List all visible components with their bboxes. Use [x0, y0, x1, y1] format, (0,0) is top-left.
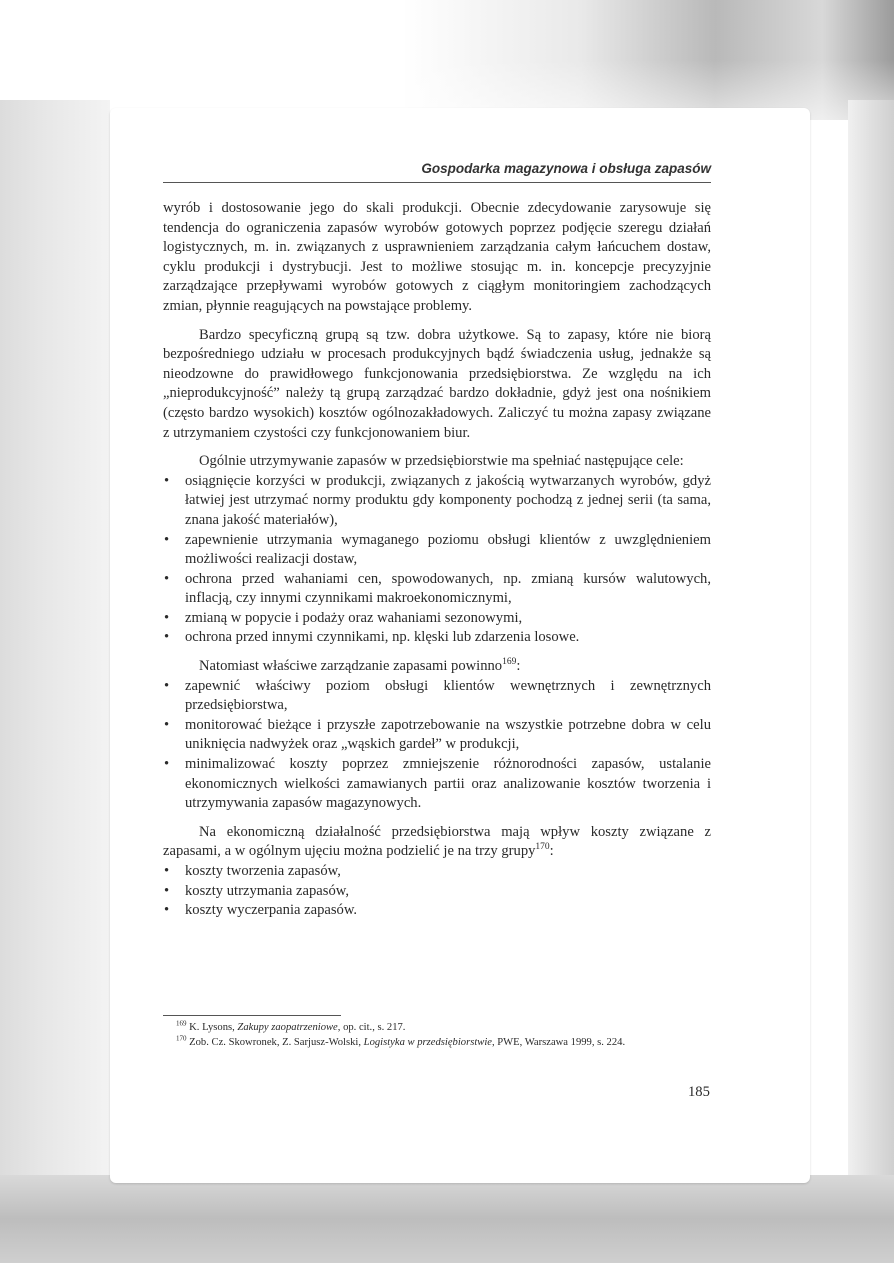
list-item: • osiągnięcie korzyści w produkcji, związanych z jakością wytwarzanych wyrobów, gdyż łatwiej jest utrzymać normy produktu gdy komponenty pochodzą z jednej serii (ta sama, znana jakość materiałów),: [164, 472, 711, 528]
paragraph-2: Bardzo specyficzną grupą są tzw. dobra użytkowe. Są to zapasy, które nie biorą bezpośredniego udziału w procesach produkcyjnych bądź świadczenia usług, jednakże są nieodzowne do prawidłowego funkcjonowania przedsiębiorstwa. Ze względu na ich „nieprodukcyjność” należy tą grupą zarządzać bardzo dokładnie, gdyż jest ona nośnikiem (często bardzo wysokich) kosztów ogólnozakładowych. Zaliczyć tu można zapasy związane z utrzymaniem czystości czy funkcjonowaniem biur.: [163, 326, 711, 441]
bullet-icon: •: [164, 629, 170, 646]
bullet-icon: •: [164, 902, 170, 919]
footnote-ref-169: 169: [502, 657, 517, 668]
cost-groups-list: [163, 862, 711, 921]
footnote-divider: [163, 1015, 341, 1016]
scanner-background-bottom: [0, 1175, 894, 1263]
bullet-icon: •: [164, 677, 170, 694]
bullet-icon: •: [164, 716, 170, 733]
paragraph-1: wyrób i dostosowanie jego do skali produkcji. Obecnie zdecydowanie zarysowuje się tendencja do ograniczenia zapasów wyrobów gotowych poprzez podjęcie szeregu działań logistycznych, m. in. związanych z usprawnieniem zarządzania całym łańcuchem dostaw, cyklu produkcji i dystrybucji. Jest to możliwe stosując m. in. koncepcje precyzyjnie zarządzające przepływami wyrobów gotowych z ciągłym monitoringiem zachodzących zmian, płynnie reagujących na powstające problemy.: [163, 200, 711, 314]
list-item: • monitorować bieżące i przyszłe zapotrzebowanie na wszystkie potrzebne dobra w celu uniknięcia nadwyżek oraz „wąskich gardeł” w produkcji,: [164, 716, 711, 753]
footnote-170: $^{170}$ Zob. Cz. Skowronek, Z. Sarjusz-Wolski, Logistyka w przedsiębiorstwie, PWE, Warszawa 1999, s. 224.: [176, 1033, 626, 1048]
list-item: • ochrona przed innymi czynnikami, np. klęski lub zdarzenia losowe.: [163, 628, 711, 648]
list-item: • zmianą w popycie i podaży oraz wahaniami sezonowymi,: [163, 609, 711, 629]
bullet-icon: •: [164, 756, 170, 773]
bullet-icon: •: [164, 531, 170, 548]
paragraph-4: Natomiast właściwe zarządzanie zapasami powinno$^{169}$:: [199, 657, 521, 675]
goals-list: [163, 472, 711, 648]
bullet-icon: •: [164, 882, 170, 899]
bullet-icon: •: [164, 609, 170, 626]
management-list: [163, 677, 711, 814]
bullet-icon: •: [164, 472, 170, 489]
bullet-icon: •: [164, 570, 170, 587]
bullet-icon: •: [164, 863, 170, 879]
list-item: • ochrona przed wahaniami cen, spowodowanych, np. zmianą kursów walutowych, inflacją, czy innymi czynnikami makroekonomicznymi,: [164, 570, 711, 607]
footnote-ref-170: 170: [535, 842, 550, 853]
list-item: • minimalizować koszty poprzez zmniejszenie różnorodności zapasów, ustalanie ekonomicznych wielkości zamawianych partii oraz analizowanie kosztów tworzenia i utrzymywania zapasów magazynowych.: [164, 756, 711, 812]
list-item: • koszty wyczerpania zapasów.: [163, 901, 711, 921]
list-item: • koszty utrzymania zapasów,: [163, 882, 711, 902]
page-body: [163, 199, 711, 921]
paragraph-5: Na ekonomiczną działalność przedsiębiorstwa mają wpływ koszty związane z zapasami, a w ogólnym ujęciu można podzielić je na trzy grupy$^{170}$:: [163, 823, 711, 860]
footnote-169: $^{169}$ K. Lysons, Zakupy zaopatrzeniowe, op. cit., s. 217.: [176, 1019, 406, 1033]
list-item: • zapewnić właściwy poziom obsługi klientów wewnętrznych i zewnętrznych przedsiębiorstwa,: [164, 677, 711, 714]
running-header: [163, 158, 711, 183]
footnotes: [163, 1021, 711, 1050]
paragraph-3: Ogólnie utrzymywanie zapasów w przedsiębiorstwie ma spełniać następujące cele:: [199, 453, 684, 470]
page-number: 185: [688, 1084, 710, 1100]
running-header-title: Gospodarka magazynowa i obsługa zapasów: [421, 161, 711, 176]
scanner-background-left: [0, 100, 110, 1263]
scanner-background-right: [848, 100, 894, 1190]
list-item: • zapewnienie utrzymania wymaganego poziomu obsługi klientów z uwzględnieniem możliwości realizacji dostaw,: [164, 531, 711, 568]
list-item: • koszty tworzenia zapasów,: [163, 862, 711, 882]
